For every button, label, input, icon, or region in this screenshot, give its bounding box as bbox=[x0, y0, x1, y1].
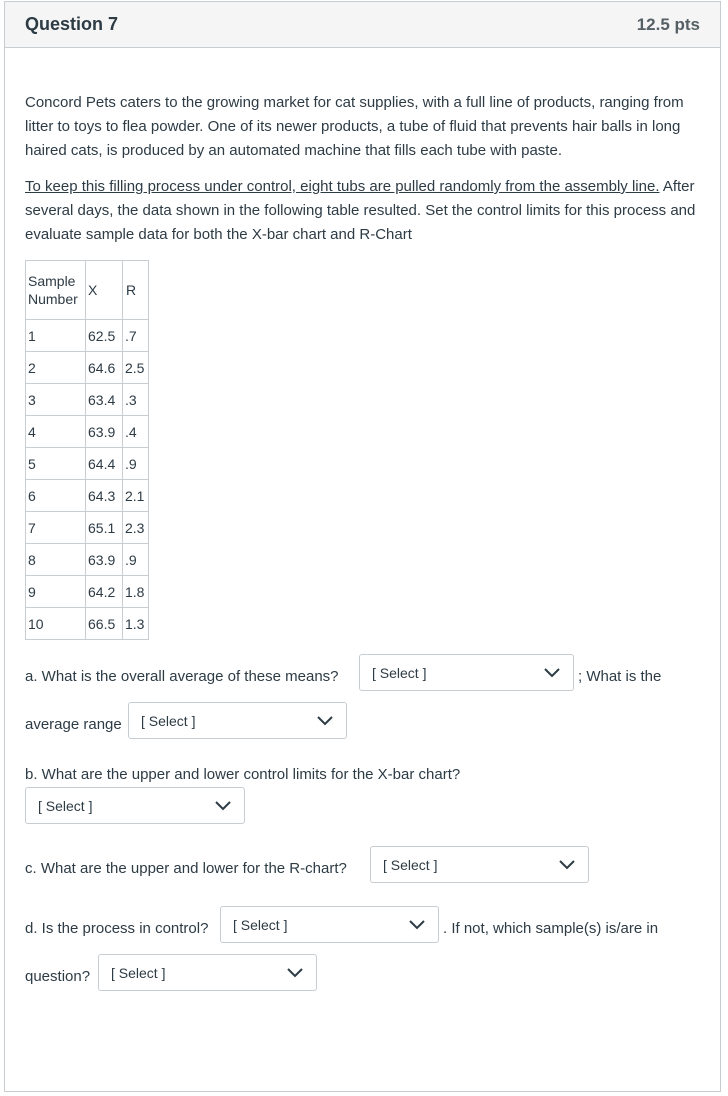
part-a-after: ; What is the bbox=[578, 668, 662, 685]
table-row bbox=[26, 608, 149, 640]
question-card bbox=[4, 1, 721, 1092]
cell-sample: 1 bbox=[26, 320, 86, 352]
cell-r: 2.5 bbox=[123, 352, 149, 384]
header-sample-number-label: Sample Number bbox=[28, 273, 78, 307]
cell-x: 62.5 bbox=[86, 320, 123, 352]
part-d-samples-select[interactable] bbox=[98, 954, 317, 991]
part-a-mean-select[interactable] bbox=[359, 654, 574, 691]
intro-paragraph: Concord Pets caters to the growing market for cat supplies, with a full line of products, ranging from litter to toys to flea powder. One of its newer products, a tube of fluid that prevents hair balls in long haired cats, is produced by an automated machine that fills each tube with paste. bbox=[25, 94, 684, 159]
cell-sample: 3 bbox=[26, 384, 86, 416]
part-c-question: c. What are the upper and lower for the R-chart? bbox=[25, 860, 347, 877]
part-b-question: b. What are the upper and lower control limits for the X-bar chart? bbox=[25, 766, 461, 783]
chevron-down-icon bbox=[214, 798, 232, 812]
cell-x: 63.9 bbox=[86, 544, 123, 576]
cell-x: 64.3 bbox=[86, 480, 123, 512]
cell-r: .4 bbox=[123, 416, 149, 448]
cell-r: 1.8 bbox=[123, 576, 149, 608]
cell-r: .9 bbox=[123, 448, 149, 480]
question-points: 12.5 pts bbox=[636, 14, 700, 34]
select-placeholder: [ Select ] bbox=[141, 712, 196, 729]
question-title: Question 7 bbox=[25, 14, 119, 34]
cell-sample: 10 bbox=[26, 608, 86, 640]
chevron-down-icon bbox=[316, 713, 334, 727]
cell-sample: 4 bbox=[26, 416, 86, 448]
part-d-in-control-select[interactable] bbox=[220, 906, 439, 943]
cell-sample: 2 bbox=[26, 352, 86, 384]
cell-sample: 6 bbox=[26, 480, 86, 512]
chevron-down-icon bbox=[408, 917, 426, 931]
chevron-down-icon bbox=[286, 965, 304, 979]
instructions-paragraph bbox=[25, 175, 700, 247]
cell-x: 63.4 bbox=[86, 384, 123, 416]
header-x bbox=[86, 261, 123, 320]
cell-r: .7 bbox=[123, 320, 149, 352]
cell-r: .9 bbox=[123, 544, 149, 576]
table-row bbox=[26, 320, 149, 352]
part-a-question: a. What is the overall average of these means? bbox=[25, 668, 339, 685]
instructions-rest: After several days, the data shown in the following table resulted. Set the control limits for this process and evaluate sample data for both the X-bar chart and R-Chart bbox=[25, 178, 696, 243]
table-row bbox=[26, 544, 149, 576]
cell-r: 2.1 bbox=[123, 480, 149, 512]
chevron-down-icon bbox=[558, 857, 576, 871]
select-placeholder: [ Select ] bbox=[383, 856, 438, 873]
cell-r: .3 bbox=[123, 384, 149, 416]
table-row bbox=[26, 576, 149, 608]
sample-data-table bbox=[25, 260, 149, 640]
cell-x: 64.2 bbox=[86, 576, 123, 608]
cell-sample: 9 bbox=[26, 576, 86, 608]
cell-x: 65.1 bbox=[86, 512, 123, 544]
cell-x: 66.5 bbox=[86, 608, 123, 640]
select-placeholder: [ Select ] bbox=[111, 964, 166, 981]
part-c-rchart-limits-select[interactable] bbox=[370, 846, 589, 883]
instructions-underlined: To keep this filling process under control, eight tubs are pulled randomly from the assembly line. bbox=[25, 178, 660, 195]
select-placeholder: [ Select ] bbox=[372, 664, 427, 681]
select-placeholder: [ Select ] bbox=[38, 797, 93, 814]
cell-r: 1.3 bbox=[123, 608, 149, 640]
part-d-after: . If not, which sample(s) is/are in bbox=[443, 920, 659, 937]
cell-x: 64.4 bbox=[86, 448, 123, 480]
chevron-down-icon bbox=[543, 665, 561, 679]
table-row bbox=[26, 352, 149, 384]
table-row bbox=[26, 416, 149, 448]
table-row bbox=[26, 384, 149, 416]
question-header bbox=[5, 2, 720, 48]
part-d-question: d. Is the process in control? bbox=[25, 920, 209, 937]
table-row bbox=[26, 448, 149, 480]
table-header-row bbox=[26, 261, 149, 320]
table-row bbox=[26, 512, 149, 544]
part-a-range-question: average range bbox=[25, 716, 122, 733]
part-d-samples-question: question? bbox=[25, 968, 91, 985]
select-placeholder: [ Select ] bbox=[233, 916, 288, 933]
part-b-xbar-limits-select[interactable] bbox=[25, 787, 245, 824]
cell-sample: 5 bbox=[26, 448, 86, 480]
table-row bbox=[26, 480, 149, 512]
header-r-label: R bbox=[126, 282, 137, 298]
cell-x: 64.6 bbox=[86, 352, 123, 384]
cell-sample: 8 bbox=[26, 544, 86, 576]
header-x-label: X bbox=[88, 282, 98, 298]
part-a-range-select[interactable] bbox=[128, 702, 347, 739]
cell-x: 63.9 bbox=[86, 416, 123, 448]
cell-sample: 7 bbox=[26, 512, 86, 544]
header-r bbox=[123, 261, 149, 320]
cell-r: 2.3 bbox=[123, 512, 149, 544]
header-sample-number bbox=[26, 261, 86, 320]
